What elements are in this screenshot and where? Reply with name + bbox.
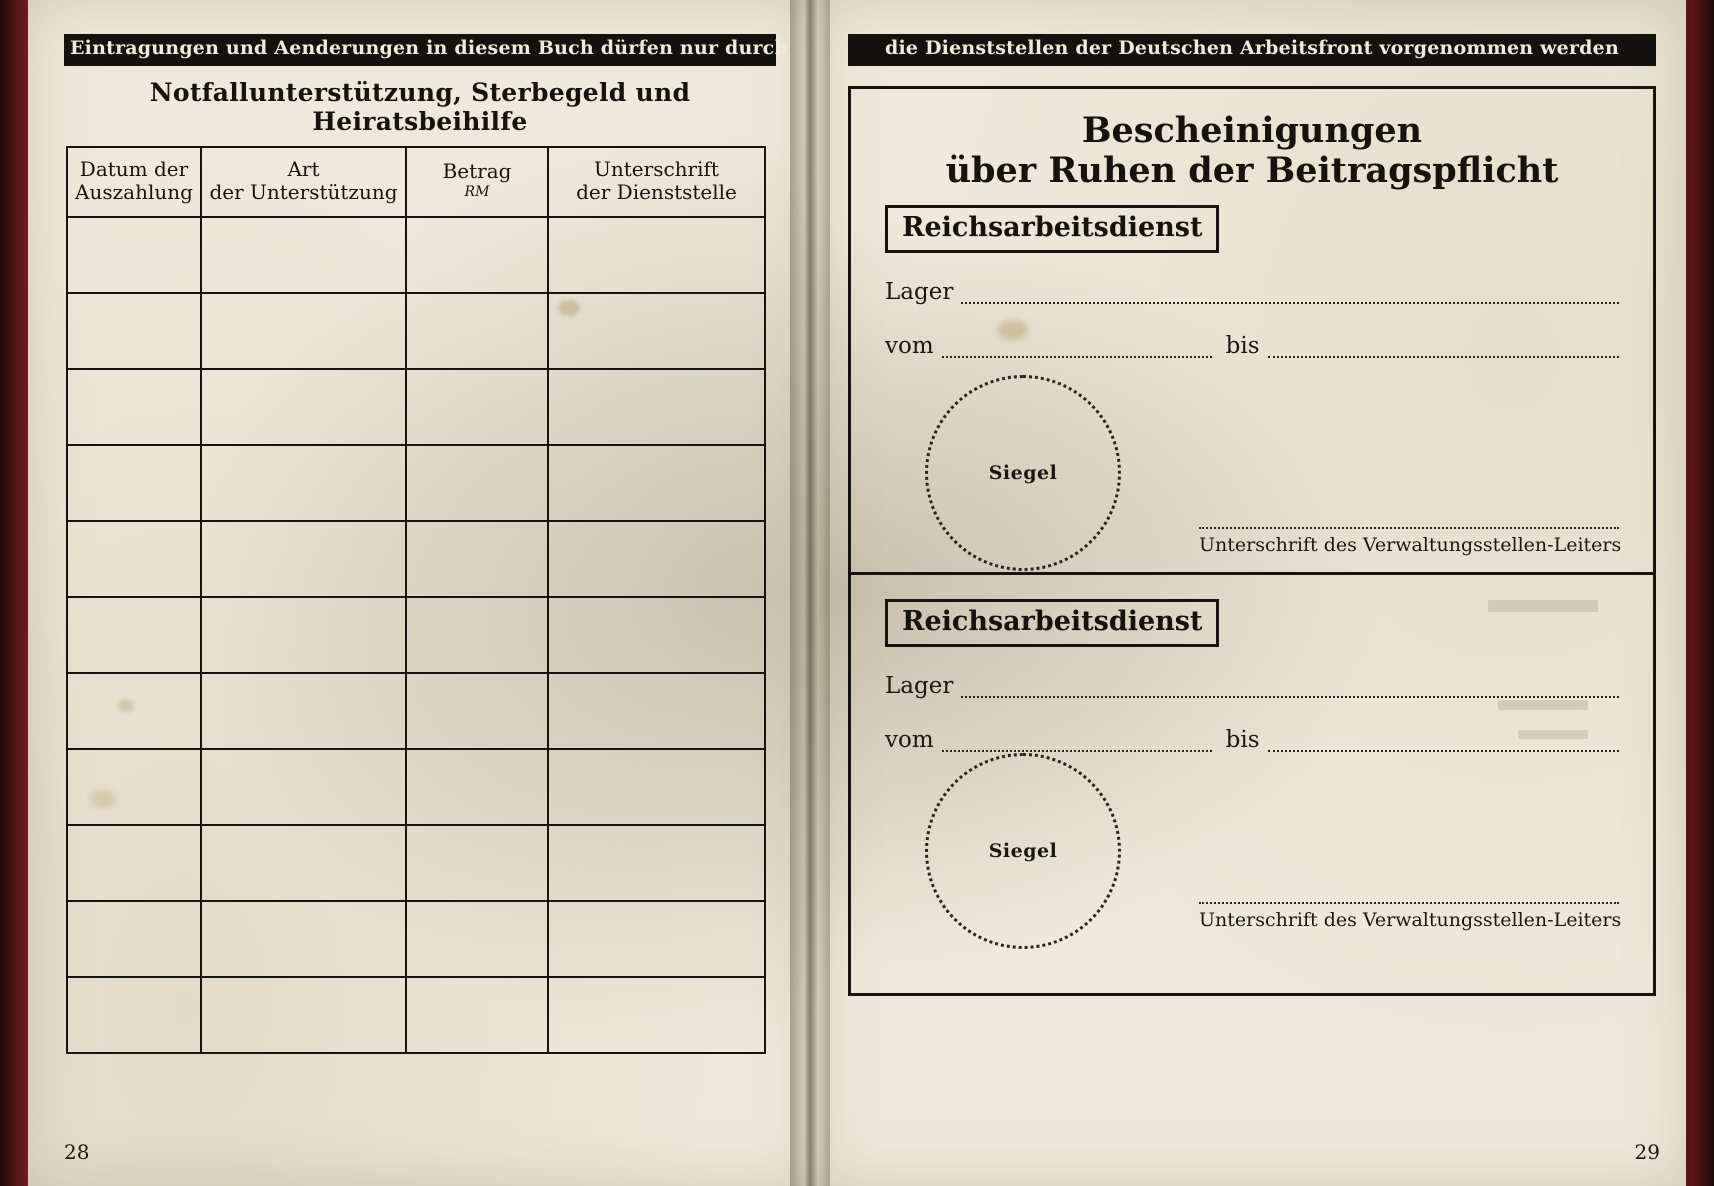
cell-type[interactable] <box>201 217 406 293</box>
cell-signature[interactable] <box>548 597 765 673</box>
seal-circle-1 <box>925 375 1121 571</box>
table-row[interactable] <box>67 977 765 1053</box>
cell-date[interactable] <box>67 445 201 521</box>
certificate-section-1 <box>851 197 1653 572</box>
column-header-type-line2: der Unterstützung <box>209 179 398 204</box>
cell-type[interactable] <box>201 977 406 1053</box>
cell-amount[interactable] <box>406 217 548 293</box>
cell-signature[interactable] <box>548 217 765 293</box>
vom-input-1[interactable] <box>942 336 1212 358</box>
cell-type[interactable] <box>201 749 406 825</box>
signature-input-2[interactable] <box>1199 900 1619 904</box>
table-row[interactable] <box>67 825 765 901</box>
certificates-title-line2: über Ruhen der Beitragspflicht <box>945 150 1559 192</box>
cell-type[interactable] <box>201 597 406 673</box>
signature-input-1[interactable] <box>1199 525 1619 529</box>
cell-date[interactable] <box>67 749 201 825</box>
seal-label-2: Siegel <box>988 840 1058 863</box>
cell-amount[interactable] <box>406 977 548 1053</box>
cell-date[interactable] <box>67 977 201 1053</box>
cell-amount[interactable] <box>406 597 548 673</box>
signature-block-1 <box>1199 525 1622 557</box>
cell-amount[interactable] <box>406 521 548 597</box>
bis-label-2: bis <box>1225 727 1260 754</box>
cell-date[interactable] <box>67 597 201 673</box>
vom-input-2[interactable] <box>942 730 1212 752</box>
page-number-left: 28 <box>64 1140 90 1164</box>
right-page <box>818 0 1686 1186</box>
certificates-title-line1: Bescheinigungen <box>1081 109 1423 151</box>
lager-input-1[interactable] <box>961 282 1619 304</box>
cell-date[interactable] <box>67 293 201 369</box>
column-header-amount-line1: Betrag <box>442 159 512 184</box>
table-row[interactable] <box>67 597 765 673</box>
column-header-date-line1: Datum der <box>79 156 189 181</box>
cell-type[interactable] <box>201 673 406 749</box>
left-page-subtitle: Notfallunterstützung, Sterbegeld und Heiratsbeihilfe <box>149 77 691 136</box>
table-row[interactable] <box>67 369 765 445</box>
cell-signature[interactable] <box>548 445 765 521</box>
cell-signature[interactable] <box>548 673 765 749</box>
column-header-type <box>201 147 406 217</box>
cell-type[interactable] <box>201 901 406 977</box>
table-header-row <box>67 147 765 217</box>
signature-block-2 <box>1199 900 1622 932</box>
lager-field-row-2 <box>885 673 1619 701</box>
column-header-type-line1: Art <box>287 156 320 181</box>
signature-caption-2: Unterschrift des Verwaltungsstellen-Leiters <box>1199 909 1622 932</box>
cell-signature[interactable] <box>548 521 765 597</box>
banner-right: die Dienststellen der Deutschen Arbeitsfront vorgenommen werden <box>848 34 1656 66</box>
lager-label-1: Lager <box>885 279 954 306</box>
right-page-content <box>848 34 1656 996</box>
cell-type[interactable] <box>201 293 406 369</box>
banner-left: Eintragungen und Aenderungen in diesem Buch dürfen nur durch <box>64 34 776 66</box>
cell-amount[interactable] <box>406 825 548 901</box>
cell-signature[interactable] <box>548 293 765 369</box>
bis-label-1: bis <box>1225 333 1260 360</box>
certificate-section-2 <box>851 572 1653 947</box>
support-payments-table <box>66 146 766 1054</box>
column-header-signature <box>548 147 765 217</box>
left-page <box>28 0 818 1186</box>
table-row[interactable] <box>67 673 765 749</box>
page-number-right: 29 <box>1634 1140 1660 1164</box>
lager-label-2: Lager <box>885 673 954 700</box>
cell-date[interactable] <box>67 673 201 749</box>
cell-type[interactable] <box>201 369 406 445</box>
table-row[interactable] <box>67 521 765 597</box>
table-row[interactable] <box>67 901 765 977</box>
column-header-signature-line2: der Dienststelle <box>576 179 737 204</box>
certificates-title <box>851 111 1653 192</box>
certificates-box <box>848 86 1656 996</box>
table-row[interactable] <box>67 217 765 293</box>
cell-date[interactable] <box>67 521 201 597</box>
cell-type[interactable] <box>201 445 406 521</box>
cell-type[interactable] <box>201 825 406 901</box>
rad-label-1: Reichsarbeitsdienst <box>885 205 1219 253</box>
rad-label-2: Reichsarbeitsdienst <box>885 599 1219 647</box>
cell-amount[interactable] <box>406 445 548 521</box>
cell-signature[interactable] <box>548 825 765 901</box>
column-header-amount <box>406 147 548 217</box>
signature-caption-1: Unterschrift des Verwaltungsstellen-Leiters <box>1199 534 1622 557</box>
lager-field-row-1 <box>885 279 1619 307</box>
cell-signature[interactable] <box>548 749 765 825</box>
table-row[interactable] <box>67 445 765 521</box>
vom-bis-field-row-1 <box>885 333 1619 361</box>
left-page-content <box>64 34 789 1054</box>
cell-amount[interactable] <box>406 749 548 825</box>
cell-date[interactable] <box>67 369 201 445</box>
vom-bis-field-row-2 <box>885 727 1619 755</box>
cell-amount[interactable] <box>406 369 548 445</box>
column-header-amount-currency: RM <box>464 184 490 201</box>
cell-date[interactable] <box>67 901 201 977</box>
cell-date[interactable] <box>67 825 201 901</box>
vom-label-1: vom <box>885 333 934 360</box>
column-header-signature-line1: Unterschrift <box>594 156 719 181</box>
table-body <box>67 217 765 1053</box>
cell-signature[interactable] <box>548 977 765 1053</box>
table-row[interactable] <box>67 293 765 369</box>
seal-circle-2 <box>925 753 1121 949</box>
lager-input-2[interactable] <box>961 676 1619 698</box>
column-header-date <box>67 147 201 217</box>
cell-amount[interactable] <box>406 673 548 749</box>
bis-input-1[interactable] <box>1268 336 1619 358</box>
vom-label-2: vom <box>885 727 934 754</box>
cell-type[interactable] <box>201 521 406 597</box>
seal-label-1: Siegel <box>988 462 1058 485</box>
cell-amount[interactable] <box>406 293 548 369</box>
table-row[interactable] <box>67 749 765 825</box>
column-header-date-line2: Auszahlung <box>75 179 193 204</box>
cell-signature[interactable] <box>548 369 765 445</box>
cell-amount[interactable] <box>406 901 548 977</box>
cell-date[interactable] <box>67 217 201 293</box>
bis-input-2[interactable] <box>1268 730 1619 752</box>
cell-signature[interactable] <box>548 901 765 977</box>
